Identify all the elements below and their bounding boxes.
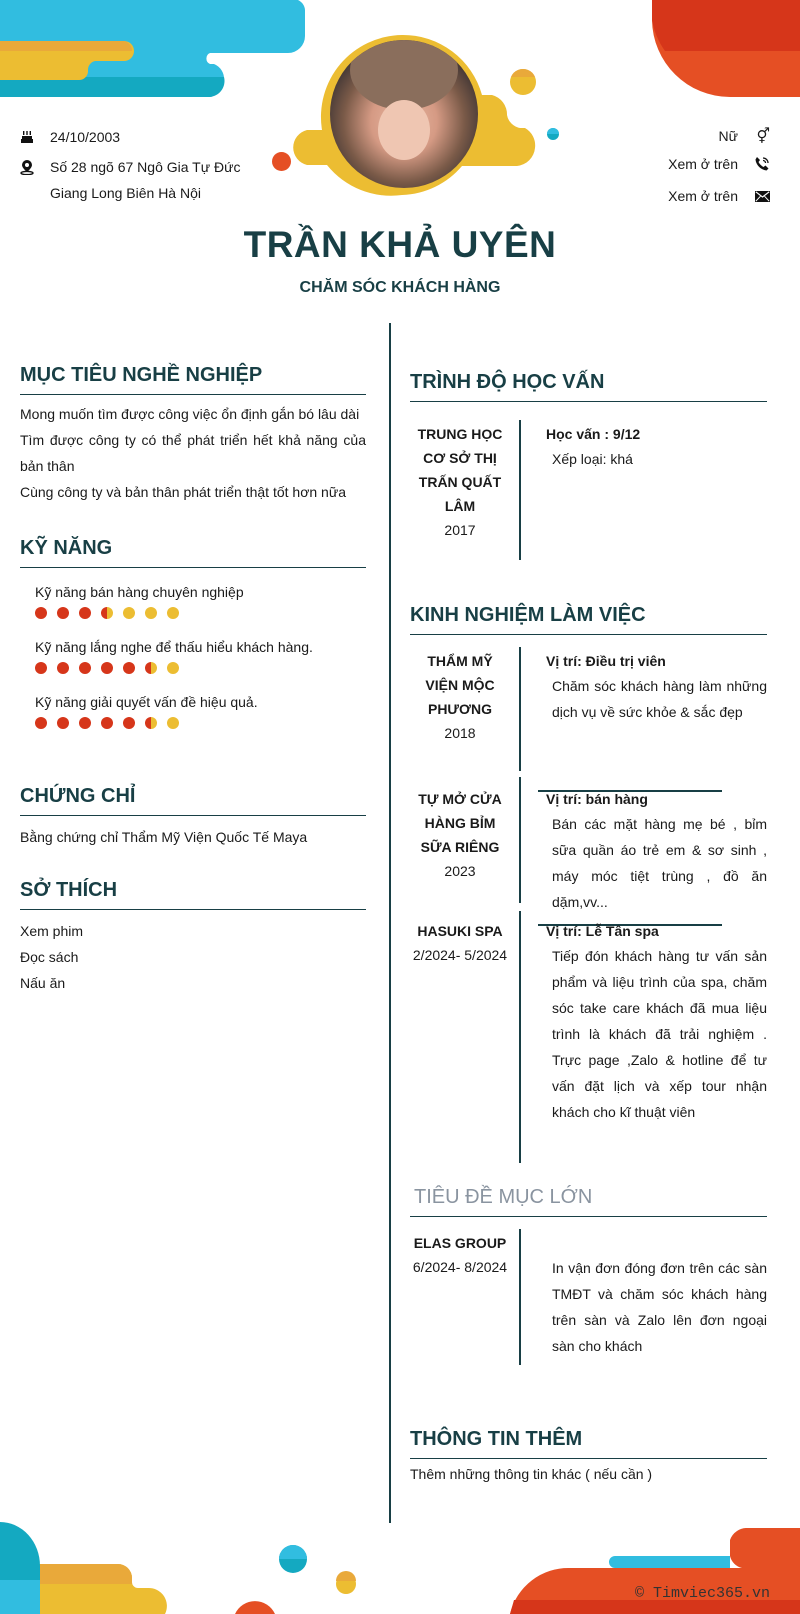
phone-row bbox=[570, 150, 770, 178]
skill-name: Kỹ năng bán hàng chuyên nghiệp bbox=[35, 584, 244, 600]
hobby-item: Nấu ăn bbox=[20, 975, 66, 991]
entry-divider bbox=[519, 777, 521, 903]
rating-dot-empty bbox=[167, 662, 179, 674]
rating-dot-full bbox=[35, 607, 47, 619]
company-name: HASUKI SPA bbox=[417, 923, 503, 939]
watermark: © Timviec365.vn bbox=[634, 1585, 770, 1602]
rating-dot-full bbox=[123, 717, 135, 729]
experience-entry bbox=[410, 647, 767, 771]
extra-text: Thêm những thông tin khác ( nếu cần ) bbox=[410, 1466, 653, 1482]
address-line2: Giang Long Biên Hà Nội bbox=[50, 185, 201, 201]
rating-dot-empty bbox=[145, 607, 157, 619]
section-custom bbox=[410, 1186, 767, 1365]
experience-time: 2023 bbox=[444, 863, 476, 879]
experience-time: 2/2024- 5/2024 bbox=[412, 947, 508, 963]
objective-line: Tìm được công ty có thể phát triển hết khả năng của bản thân bbox=[20, 432, 366, 474]
phone-icon bbox=[738, 156, 770, 172]
rating-dot-half bbox=[145, 662, 157, 674]
rating-dot-full bbox=[123, 662, 135, 674]
rating-dot-full bbox=[101, 662, 113, 674]
experience-desc: Chăm sóc khách hàng làm những dịch vụ về sức khỏe & sắc đẹp bbox=[552, 678, 767, 720]
skill-rating bbox=[20, 717, 366, 729]
experience-desc: Bán các mặt hàng mẹ bé , bỉm sữa quần áo trẻ em & sơ sinh , máy móc tiệt trùng , đồ ăn dặm,vv... bbox=[552, 816, 767, 910]
section-title: SỞ THÍCH bbox=[20, 879, 366, 910]
gender-row bbox=[570, 122, 770, 150]
company-name: THẨM MỸ VIỆN MỘC PHƯƠNG bbox=[425, 653, 495, 717]
education-entry bbox=[410, 420, 767, 560]
section-objective bbox=[20, 364, 366, 505]
hobby-item: Xem phim bbox=[20, 923, 84, 939]
rating-dot-empty bbox=[167, 607, 179, 619]
decor-bottom-dots bbox=[220, 1545, 380, 1614]
entry-divider bbox=[519, 911, 521, 1163]
email-row bbox=[570, 182, 770, 210]
phone-text: Xem ở trên bbox=[668, 156, 738, 172]
company-name: ELAS GROUP bbox=[413, 1235, 507, 1251]
entry-divider bbox=[519, 1229, 521, 1365]
birthday-row bbox=[20, 124, 260, 150]
hobby-item: Đọc sách bbox=[20, 949, 79, 965]
contact-left bbox=[20, 124, 260, 206]
avatar bbox=[330, 40, 478, 188]
job-title: CHĂM SÓC KHÁCH HÀNG bbox=[299, 279, 501, 296]
certificate-item: Bằng chứng chỉ Thẩm Mỹ Viện Quốc Tế Maya bbox=[20, 829, 308, 845]
skill-item bbox=[20, 582, 366, 619]
rating-dot-full bbox=[57, 717, 69, 729]
birthday-text: 24/10/2003 bbox=[50, 129, 121, 145]
rating-dot-full bbox=[35, 662, 47, 674]
rating-dot-full bbox=[57, 662, 69, 674]
section-experience bbox=[410, 604, 767, 1163]
education-time: 2017 bbox=[444, 522, 476, 538]
candidate-name: TRẦN KHẢ UYÊN bbox=[243, 224, 557, 265]
experience-entry bbox=[410, 911, 767, 1163]
contact-right bbox=[570, 122, 770, 210]
envelope-icon bbox=[738, 191, 770, 202]
decor-red-dot bbox=[272, 152, 291, 171]
column-divider bbox=[389, 323, 391, 1523]
objective-line: Cùng công ty và bản thân phát triển thật tốt hơn nữa bbox=[20, 484, 346, 500]
rating-dot-full bbox=[79, 607, 91, 619]
school-name: TRUNG HỌC CƠ SỞ THỊ TRẤN QUẤT LÂM bbox=[417, 426, 503, 514]
rating-dot-full bbox=[57, 607, 69, 619]
section-title: THÔNG TIN THÊM bbox=[410, 1428, 767, 1459]
gender-text: Nữ bbox=[718, 128, 738, 144]
section-title: CHỨNG CHỈ bbox=[20, 785, 366, 816]
skill-rating bbox=[20, 662, 366, 674]
position: Vị trí: Điều trị viên bbox=[546, 653, 666, 669]
rating-dot-half bbox=[145, 717, 157, 729]
section-title: KINH NGHIỆM LÀM VIỆC bbox=[410, 604, 767, 635]
decor-bottom-left bbox=[0, 1520, 180, 1614]
birthday-cake-icon bbox=[20, 124, 50, 150]
rating-dot-full bbox=[79, 662, 91, 674]
experience-entry bbox=[410, 777, 767, 910]
rating-dot-full bbox=[101, 717, 113, 729]
rating-dot-half bbox=[101, 607, 113, 619]
section-certificates bbox=[20, 785, 366, 850]
education-heading: Học vấn : 9/12 bbox=[546, 426, 641, 442]
section-extra bbox=[410, 1428, 767, 1487]
experience-desc: Tiếp đón khách hàng tư vấn sản phẩm và liệu trình của spa, chăm sóc take care khách đã mua liệu trình là khách đã trải nghiệm . Trực page ,Zalo & hotline để tư vấn đặt lịch và xếp tour nhận khách cho kĩ thuật viên bbox=[552, 948, 767, 1120]
custom-entry bbox=[410, 1229, 767, 1365]
position: Vị trí: bán hàng bbox=[546, 791, 648, 807]
email-text: Xem ở trên bbox=[668, 188, 738, 204]
position: Vị trí: Lễ Tân spa bbox=[546, 923, 659, 939]
section-education bbox=[410, 371, 767, 560]
rating-dot-empty bbox=[123, 607, 135, 619]
skill-rating bbox=[20, 607, 366, 619]
rating-dot-full bbox=[79, 717, 91, 729]
skill-name: Kỹ năng giải quyết vấn đề hiệu quả. bbox=[35, 694, 258, 710]
map-marker-icon bbox=[20, 154, 50, 180]
section-title: TIÊU ĐỀ MỤC LỚN bbox=[410, 1186, 767, 1217]
skill-name: Kỹ năng lắng nghe để thấu hiểu khách hàng. bbox=[35, 639, 313, 655]
rating-dot-full bbox=[35, 717, 47, 729]
skill-item bbox=[20, 637, 366, 674]
section-hobbies bbox=[20, 879, 366, 996]
section-title: TRÌNH ĐỘ HỌC VẤN bbox=[410, 371, 767, 402]
section-title: MỤC TIÊU NGHỀ NGHIỆP bbox=[20, 364, 366, 395]
company-name: TỰ MỞ CỬA HÀNG BỈM SỮA RIÊNG bbox=[418, 791, 502, 855]
entry-divider bbox=[519, 420, 521, 560]
gender-icon: ⚥ bbox=[756, 128, 770, 145]
address-line1: Số 28 ngõ 67 Ngô Gia Tự Đức bbox=[50, 159, 241, 175]
skill-item bbox=[20, 692, 366, 729]
section-title: KỸ NĂNG bbox=[20, 537, 366, 568]
custom-time: 6/2024- 8/2024 bbox=[412, 1259, 508, 1275]
experience-time: 2018 bbox=[444, 725, 476, 741]
decor-top-right bbox=[650, 0, 800, 100]
education-desc: Xếp loại: khá bbox=[552, 451, 633, 467]
rating-dot-empty bbox=[167, 717, 179, 729]
entry-divider bbox=[519, 647, 521, 771]
objective-line: Mong muốn tìm được công việc ổn định gắn bó lâu dài bbox=[20, 406, 360, 422]
address-row bbox=[20, 154, 260, 206]
section-skills bbox=[20, 537, 366, 747]
custom-desc: In vận đơn đóng đơn trên các sàn TMĐT và chăm sóc khách hàng trên sàn và Zalo lên đơn ngoại sàn cho khách bbox=[552, 1260, 767, 1354]
